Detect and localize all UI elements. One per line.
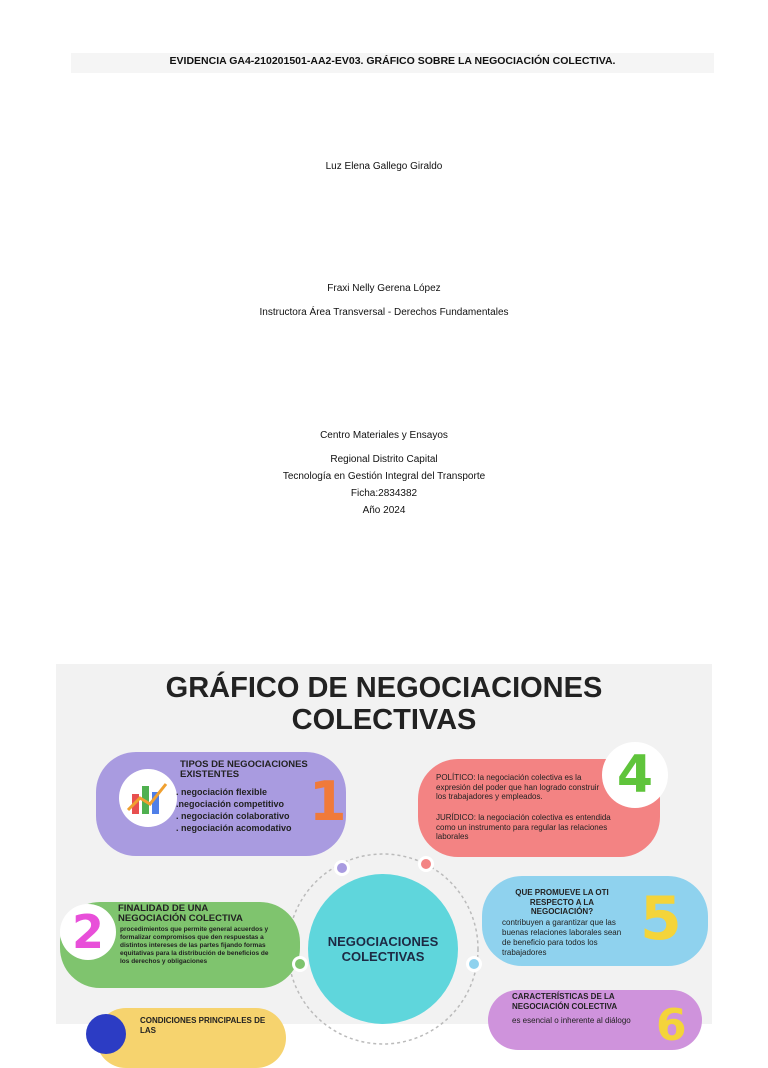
instructor-role: Instructora Área Transversal - Derechos Fundamentales: [259, 307, 509, 318]
bubble-3-title: CONDICIONES PRINCIPALES DE LAS: [140, 1016, 266, 1035]
bubble-5-title: QUE PROMUEVE LA OTI RESPECTO A LA NEGOCIACIÓN?: [515, 888, 609, 916]
list-item: . negociación flexible: [176, 787, 268, 797]
bubble-5-text: contribuyen a garantizar que las buenas relaciones laborales sean de beneficio para todos los trabajadores: [502, 918, 622, 957]
number-1: 1: [309, 770, 347, 833]
number-3-circle: [86, 1014, 126, 1054]
bubble-6-title: CARACTERÍSTICAS DE LA NEGOCIACIÓN COLECTIVA: [512, 992, 618, 1011]
document-header: EVIDENCIA GA4-210201501-AA2-EV03. GRÁFICO SOBRE LA NEGOCIACIÓN COLECTIVA.: [71, 53, 714, 73]
year: Año 2024: [362, 505, 406, 516]
bubble-types: [96, 752, 346, 856]
bubble-6-text: es esencial o inherente al diálogo: [512, 1016, 631, 1025]
list-item: . negociación acomodativo: [176, 823, 292, 833]
bubble-characteristics: [488, 990, 702, 1050]
student-name: Luz Elena Gallego Giraldo: [325, 161, 443, 172]
bubble-2-text: procedimientos que permite general acuerdos y formalizar compromisos que den respuestas a distintos intereses de las partes fijando formas equitativas para la distribución de beneficios de los derechos y obligaciones: [120, 926, 269, 965]
list-item: . negociación colaborativo: [176, 811, 290, 821]
bubble-1-title: TIPOS DE NEGOCIACIONES EXISTENTES: [180, 759, 308, 780]
infographic: [56, 664, 712, 1051]
instructor-name: Fraxi Nelly Gerena López: [327, 283, 441, 294]
regional-name: Regional Distrito Capital: [330, 454, 438, 465]
connector-dot: [292, 956, 308, 972]
list-item: .negociación competitivo: [176, 799, 285, 809]
program-name: Tecnología en Gestión Integral del Transporte: [282, 471, 486, 482]
title-line-1: GRÁFICO DE NEGOCIACIONES: [165, 672, 603, 704]
connector-dot: [334, 860, 350, 876]
center-line-2: COLECTIVAS: [341, 949, 425, 964]
center-circle: [308, 874, 458, 1024]
connector-dot: [418, 856, 434, 872]
connector-dot: [466, 956, 482, 972]
number-5: 5: [640, 884, 682, 954]
bubble-4-juridical: JURÍDICO: la negociación colectiva es entendida como un instrumento para regular las relaciones laborales: [436, 813, 611, 841]
chart-icon: [118, 768, 178, 828]
ficha: Ficha:2834382: [350, 488, 418, 499]
bubble-oti: [482, 876, 708, 966]
center-name: Centro Materiales y Ensayos: [320, 430, 448, 441]
bubble-2-title: FINALIDAD DE UNA NEGOCIACIÓN COLECTIVA: [118, 903, 243, 924]
number-2: 2: [60, 904, 116, 960]
number-6: 6: [656, 1000, 687, 1051]
number-4: 4: [602, 742, 668, 808]
title-line-2: COLECTIVAS: [291, 704, 477, 736]
center-line-1: NEGOCIACIONES: [327, 934, 439, 949]
bubble-4-political: POLÍTICO: la negociación colectiva es la expresión del poder que han logrado construir los trabajadores y empleados.: [436, 773, 600, 801]
bubble-1-list: [176, 786, 306, 834]
